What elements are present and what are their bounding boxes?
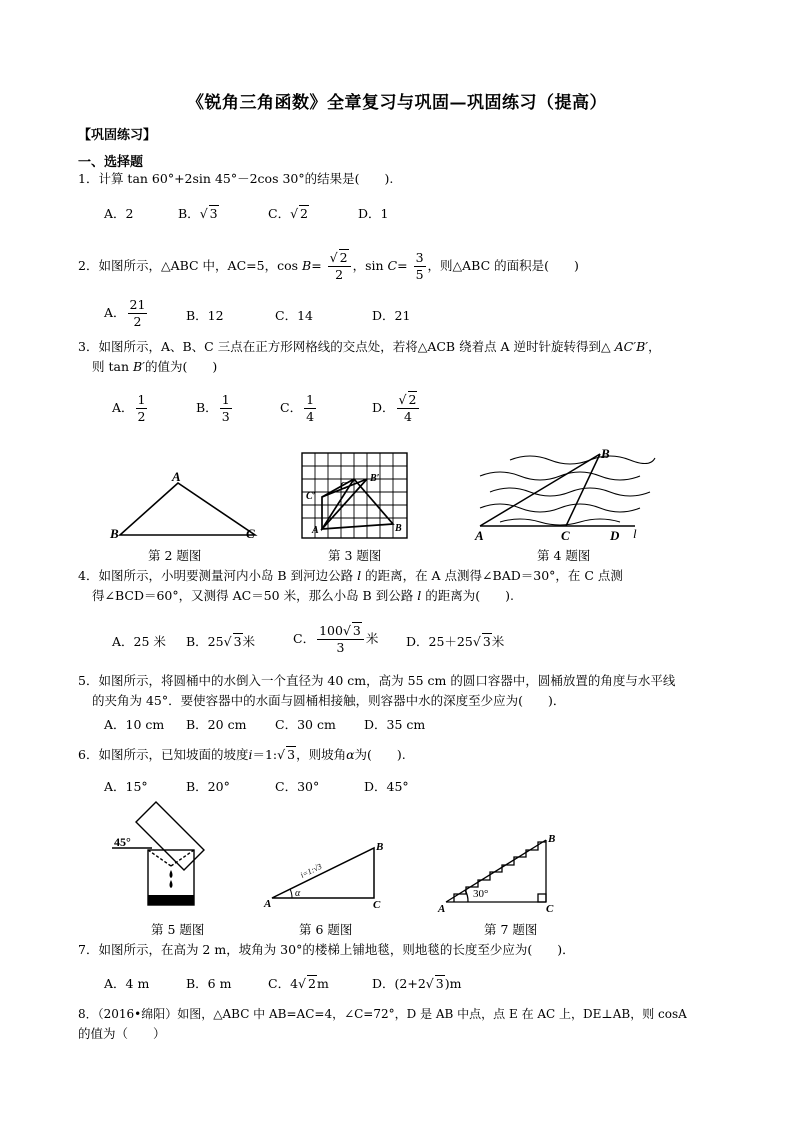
fig2-label-b: B (110, 526, 119, 541)
q2-option-a: A． $\frac{21}{2}$ (104, 297, 146, 329)
q6-option-c: C．30° (275, 779, 320, 794)
question-3-line-1: 3．如图所示，A、B、C 三点在正方形网格线的交点处，若将△ACB 绕着点 A 逆时针旋转得到△ AC′B′， (78, 339, 661, 354)
fig3-label-a: A (312, 525, 319, 536)
fig3-triangle-acb (322, 479, 393, 529)
fig7-caption: 第 7 题图 (484, 922, 538, 937)
figure-5 (112, 800, 202, 912)
figure-4 (470, 446, 650, 544)
question-8-line-2: 的值为（ ） (78, 1026, 166, 1041)
q4-option-d: D．25＋25√ 3米 (406, 634, 505, 649)
page-title: 《锐角三角函数》全章复习与巩固—巩固练习（提高） (187, 93, 607, 113)
question-4-line-2: 得∠BCD＝60°，又测得 AC＝50 米，那么小岛 B 到公路 l 的距离为( ). (92, 588, 514, 603)
question-2: 2．如图所示，△ABC 中，AC=5，cos B= $\frac{√ 2}{2}$ ，sin C= $\frac{3}{5}$ ，则△ABC 的面积是( ) (78, 250, 579, 282)
q1-option-c: C．√ 2 (268, 206, 308, 221)
figure-7 (438, 832, 558, 914)
q6-option-d: D．45° (364, 779, 409, 794)
question-8-line-1: 8．（2016•绵阳）如图，△ABC 中 AB=AC=4，∠C=72°，D 是 AB 中点，点 E 在 AC 上，DE⊥AB，则 cosA (78, 1007, 687, 1021)
q7-option-d: D．(2+2√ 3)m (372, 976, 462, 991)
q5-option-c: C．30 cm (275, 717, 336, 732)
question-5-line-1: 5．如图所示，将圆桶中的水倒入一个直径为 40 cm，高为 55 cm 的圆口容器中，圆桶放置的角度与水平线 (78, 673, 676, 688)
fig7-label-c: C (546, 903, 554, 915)
q1-option-d: D．1 (358, 206, 389, 221)
fig2-label-c: C (246, 526, 255, 541)
figure-2 (110, 470, 270, 545)
question-7: 7．如图所示，在高为 2 m，坡角为 30°的楼梯上铺地毯，则地毯的长度至少应为( )． (78, 942, 575, 957)
fig6-triangle (272, 848, 374, 898)
fig6-label-b: B (376, 841, 384, 853)
fig6-label-alpha: α (295, 888, 301, 899)
fig7-angle-label: 30° (473, 888, 489, 900)
fig5-angle-label: 45° (114, 835, 131, 849)
question-5-line-2: 的夹角为 45°．要使容器中的水面与圆桶相接触，则容器中水的深度至少应为( )． (92, 693, 566, 708)
fig7-stairs (454, 842, 546, 902)
question-3-line-2: 则 tan B′的值为( ) (92, 359, 218, 374)
fig2-caption: 第 2 题图 (148, 548, 202, 563)
q3-option-c: C． $\frac{1}{4}$ (280, 392, 315, 424)
fig5-caption: 第 5 题图 (151, 922, 205, 937)
q4-option-a: A．25 米 (112, 634, 166, 649)
fig4-label-a: A (475, 528, 484, 543)
q2-option-b: B．12 (186, 308, 224, 323)
q5-option-a: A．10 cm (104, 717, 165, 732)
question-4-line-1: 4．如图所示，小明要测量河内小岛 B 到河边公路 l 的距离，在 A 点测得∠BAD＝30°，在 C 点测 (78, 568, 623, 583)
figure-6 (262, 840, 387, 910)
q3-option-b: B． $\frac{1}{3}$ (196, 392, 230, 424)
q3-option-a: A． $\frac{1}{2}$ (112, 392, 146, 424)
fig6-label-a: A (264, 898, 272, 910)
q5-option-d: D．35 cm (364, 717, 426, 732)
q6-option-a: A．15° (104, 779, 148, 794)
fig6-label-c: C (373, 899, 381, 911)
fig4-label-d: D (610, 528, 620, 543)
q7-option-b: B．6 m (186, 976, 232, 991)
question-1: 1．计算 tan 60°+2sin 45°－2cos 30°的结果是( ). (78, 171, 394, 186)
q7-option-c: C．4√ 2m (268, 976, 329, 991)
fig4-caption: 第 4 题图 (537, 548, 591, 563)
section-heading: 【巩固练习】 (78, 128, 157, 143)
figure-3 (302, 453, 410, 541)
question-6: 6．如图所示，已知坡面的坡度i＝1:√ 3，则坡角α为( ). (78, 747, 406, 762)
fig6-caption: 第 6 题图 (299, 922, 353, 937)
fig6-slope-label: i=1:√3 (298, 861, 324, 880)
fig4-label-c: C (561, 528, 570, 543)
fig3-label-cp: C′ (306, 491, 316, 502)
fig3-label-b: B (395, 523, 402, 534)
q7-option-a: A．4 m (104, 976, 150, 991)
fig3-label-c: C (340, 481, 347, 492)
fig7-label-b: B (548, 833, 556, 845)
q5-option-b: B．20 cm (186, 717, 247, 732)
fig2-label-a: A (172, 469, 181, 484)
part-heading: 一、选择题 (78, 155, 144, 170)
q4-option-c: C． $\frac{100√ 3}{3}$ 米 (293, 623, 379, 655)
q4-option-b: B．25√ 3米 (186, 634, 256, 649)
q6-option-b: B．20° (186, 779, 230, 794)
fig3-label-bp: B′ (370, 473, 380, 484)
q1-option-b: B．√ 3 (178, 206, 218, 221)
fig3-caption: 第 3 题图 (328, 548, 382, 563)
fig4-label-b: B (601, 446, 610, 461)
q1-option-a: A．2 (104, 206, 134, 221)
q2-option-d: D．21 (372, 308, 411, 323)
q3-option-d: D． $\frac{√ 2}{4}$ (372, 392, 421, 425)
q2-option-c: C．14 (275, 308, 313, 323)
fig4-label-l: l (633, 526, 637, 541)
fig2-triangle (120, 483, 255, 535)
fig7-label-a: A (438, 903, 446, 915)
